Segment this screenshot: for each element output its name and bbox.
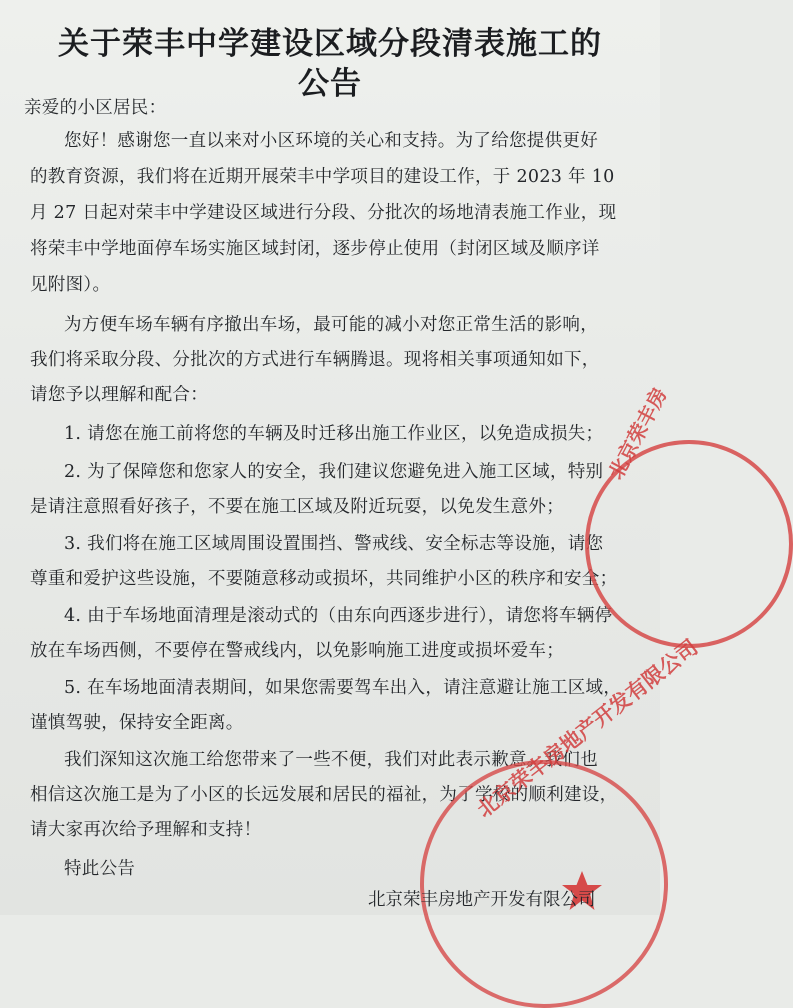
body-line: 的教育资源，我们将在近期开展荣丰中学项目的建设工作，于 2023 年 10 [30,167,615,187]
body-line: 将荣丰中学地面停车场实施区域封闭，逐步停止使用（封闭区域及顺序详 [30,239,600,259]
company-seal-bottom [420,760,668,1008]
body-line: 月 27 日起对荣丰中学建设区域进行分段、分批次的场地清表施工作业，现 [30,203,617,223]
list-item-4-cont: 放在车场西侧，不要停在警戒线内，以免影响施工进度或损坏爱车； [30,641,564,661]
body-line: 为方便车场车辆有序撤出车场，最可能的减小对您正常生活的影响， [64,315,598,335]
body-line: 我们将采取分段、分批次的方式进行车辆腾退。现将相关事项通知如下， [30,350,600,370]
list-item-2-cont: 是请注意照看好孩子，不要在施工区域及附近玩耍，以免发生意外； [30,497,564,517]
special-notice-label: 特此公告 [64,859,136,879]
notice-title-line2: 公告 [298,66,362,102]
list-item-5: 5. 在车场地面清表期间，如果您需要驾车出入，请注意避让施工区域， [64,678,622,698]
list-item-4: 4. 由于车场地面清理是滚动式的（由东向西逐步进行），请您将车辆停 [64,606,613,626]
salutation: 亲爱的小区居民： [24,98,167,118]
body-line: 您好！感谢您一直以来对小区环境的关心和支持。为了给您提供更好 [64,131,598,151]
list-item-3-cont: 尊重和爱护这些设施，不要随意移动或损坏，共同维护小区的秩序和安全； [30,569,618,589]
signature-company-name: 北京荣丰房地产开发有限公司 [368,890,596,910]
closing-line: 相信这次施工是为了小区的长远发展和居民的福祉，为了学校的顺利建设， [30,785,618,805]
body-line: 请您予以理解和配合： [30,385,208,405]
list-item-1: 1. 请您在施工前将您的车辆及时迁移出施工作业区，以免造成损失； [64,424,604,444]
closing-line: 我们深知这次施工给您带来了一些不便，我们对此表示歉意。我们也 [64,750,598,770]
list-item-5-cont: 谨慎驾驶，保持安全距离。 [30,713,244,733]
closing-line: 请大家再次给予理解和支持！ [30,820,262,840]
list-item-2: 2. 为了保障您和您家人的安全，我们建议您避免进入施工区域，特别 [64,462,604,482]
notice-title-line1: 关于荣丰中学建设区域分段清表施工的 [58,26,602,62]
company-seal-top-text: 北京荣丰房 [603,383,672,484]
body-line: 见附图）。 [30,275,111,295]
company-seal-bottom-text: 北京荣丰房地产开发有限公司 [471,634,703,823]
list-item-3: 3. 我们将在施工区域周围设置围挡、警戒线、安全标志等设施，请您 [64,534,604,554]
